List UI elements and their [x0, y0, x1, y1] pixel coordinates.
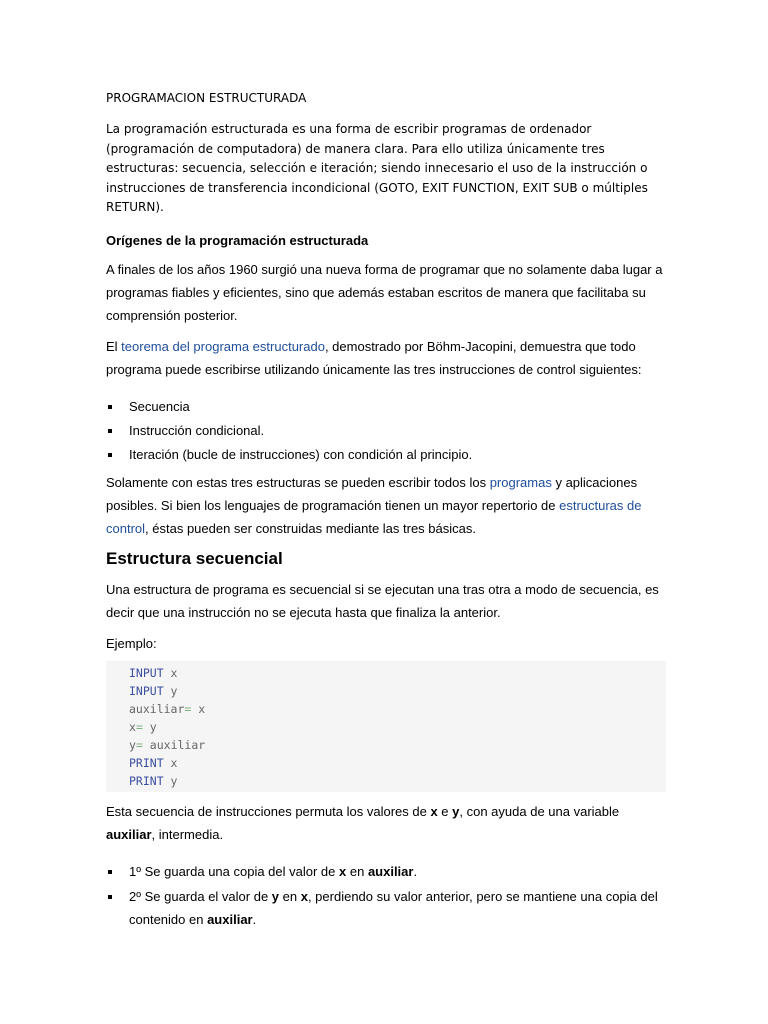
list-item: [106, 395, 666, 419]
code-line: [129, 754, 666, 772]
step-bold: x: [300, 888, 308, 904]
square-bullet-icon: [108, 405, 112, 409]
only-text-3: , éstas pueden ser construidas mediante las tres básicas.: [145, 520, 476, 536]
code-operator: =: [135, 737, 143, 752]
step-text: 1º Se guarda una copia del valor de: [129, 863, 340, 879]
list-item: [106, 419, 666, 443]
theorem-post: , demostrado por Böhm-Jacopini, demuestra que todo programa puede escribirse utilizando únicamente las tres instrucciones de control siguientes:: [106, 338, 642, 377]
step-bold: auxiliar: [207, 911, 253, 927]
square-bullet-icon: [108, 453, 112, 457]
code-variable: x: [163, 665, 178, 680]
step-text: , perdiendo su valor anterior, pero se mantiene una copia del contenido en: [129, 888, 658, 927]
steps-list: [106, 860, 666, 931]
origins-paragraph: A finales de los años 1960 surgió una nueva forma de programar que no solamente daba lugar a programas fiables y eficientes, sino que además estaban escritos de manera que facilitaba su comprensión posterior.: [106, 261, 663, 323]
explain-bold: y: [452, 803, 460, 819]
list-item: [106, 860, 666, 883]
only-structures-paragraph: [106, 471, 666, 540]
code-block: [106, 661, 666, 792]
document-title: PROGRAMACION ESTRUCTURADA: [106, 91, 307, 105]
example-label: Ejemplo:: [106, 635, 157, 651]
code-variable: y: [163, 773, 178, 788]
code-line: [129, 718, 666, 736]
list-item-label: Secuencia: [129, 398, 190, 414]
code-keyword: INPUT: [129, 665, 164, 680]
theorem-paragraph: [106, 335, 666, 381]
list-item: [106, 443, 666, 467]
code-variable: y: [163, 683, 178, 698]
step-bold: y: [271, 888, 280, 904]
square-bullet-icon: [108, 895, 112, 899]
code-keyword: PRINT: [129, 755, 164, 770]
programas-link[interactable]: programas: [489, 474, 552, 490]
code-line: [129, 664, 666, 682]
step-bold: auxiliar: [367, 863, 414, 879]
code-variable: y: [129, 737, 136, 752]
code-variable: x: [129, 719, 136, 734]
step-text: .: [413, 863, 418, 879]
list-item-label: Iteración (bucle de instrucciones) con condición al principio.: [129, 446, 473, 462]
theorem-pre: El: [106, 338, 122, 354]
code-keyword: INPUT: [129, 683, 164, 698]
explain-text: , con ayuda de una variable: [459, 803, 620, 819]
origins-heading: Orígenes de la programación estructurada: [106, 232, 369, 248]
step-text: en: [346, 863, 368, 879]
code-variable: auxiliar: [142, 737, 206, 752]
only-text-2: y aplicaciones posibles. Si bien los lenguajes de programación tienen un mayor repertorio de: [106, 474, 638, 513]
explain-bold: x: [430, 803, 438, 819]
control-structures-list: [106, 395, 666, 467]
square-bullet-icon: [108, 870, 112, 874]
step-text: .: [252, 911, 257, 927]
sequential-paragraph: Una estructura de programa es secuencial si se ejecutan una tras otra a modo de secuencia, es decir que una instrucción no se ejecuta hasta que finaliza la anterior.: [106, 581, 659, 620]
code-variable: y: [142, 719, 157, 734]
code-line: [129, 682, 666, 700]
code-variable: auxiliar: [129, 701, 185, 716]
code-operator: =: [135, 719, 143, 734]
code-variable: x: [163, 755, 178, 770]
explain-text: e: [437, 803, 453, 819]
code-line: [129, 772, 666, 790]
code-operator: =: [184, 701, 192, 716]
code-line: [129, 700, 666, 718]
estructuras-de-control-link[interactable]: estructuras de control: [106, 497, 642, 536]
explain-text: , intermedia.: [151, 826, 224, 842]
step-text: 2º Se guarda el valor de: [129, 888, 272, 904]
code-keyword: PRINT: [129, 773, 164, 788]
explain-text: Esta secuencia de instrucciones permuta los valores de: [106, 803, 431, 819]
list-item-label: Instrucción condicional.: [129, 422, 265, 438]
explanation-paragraph: [106, 800, 666, 846]
intro-paragraph: La programación estructurada es una forma de escribir programas de ordenador (programación de computadora) de manera clara. Para ello utiliza únicamente tres estructuras: secuencia, selección e iteración; siendo innecesario el uso de la instrucción o instrucciones de transferencia incondicional (GOTO, EXIT FUNCTION, EXIT SUB o múltiples RETURN).: [106, 122, 648, 214]
code-variable: x: [191, 701, 206, 716]
code-line: [129, 736, 666, 754]
section-heading-secuencial: Estructura secuencial: [106, 548, 283, 568]
explain-bold: auxiliar: [106, 826, 152, 842]
square-bullet-icon: [108, 429, 112, 433]
only-text-1: Solamente con estas tres estructuras se pueden escribir todos los: [106, 474, 490, 490]
document-content: [106, 88, 666, 933]
theorem-link[interactable]: teorema del programa estructurado: [121, 338, 325, 354]
list-item: [106, 885, 666, 931]
step-text: en: [279, 888, 301, 904]
step-bold: x: [339, 863, 347, 879]
